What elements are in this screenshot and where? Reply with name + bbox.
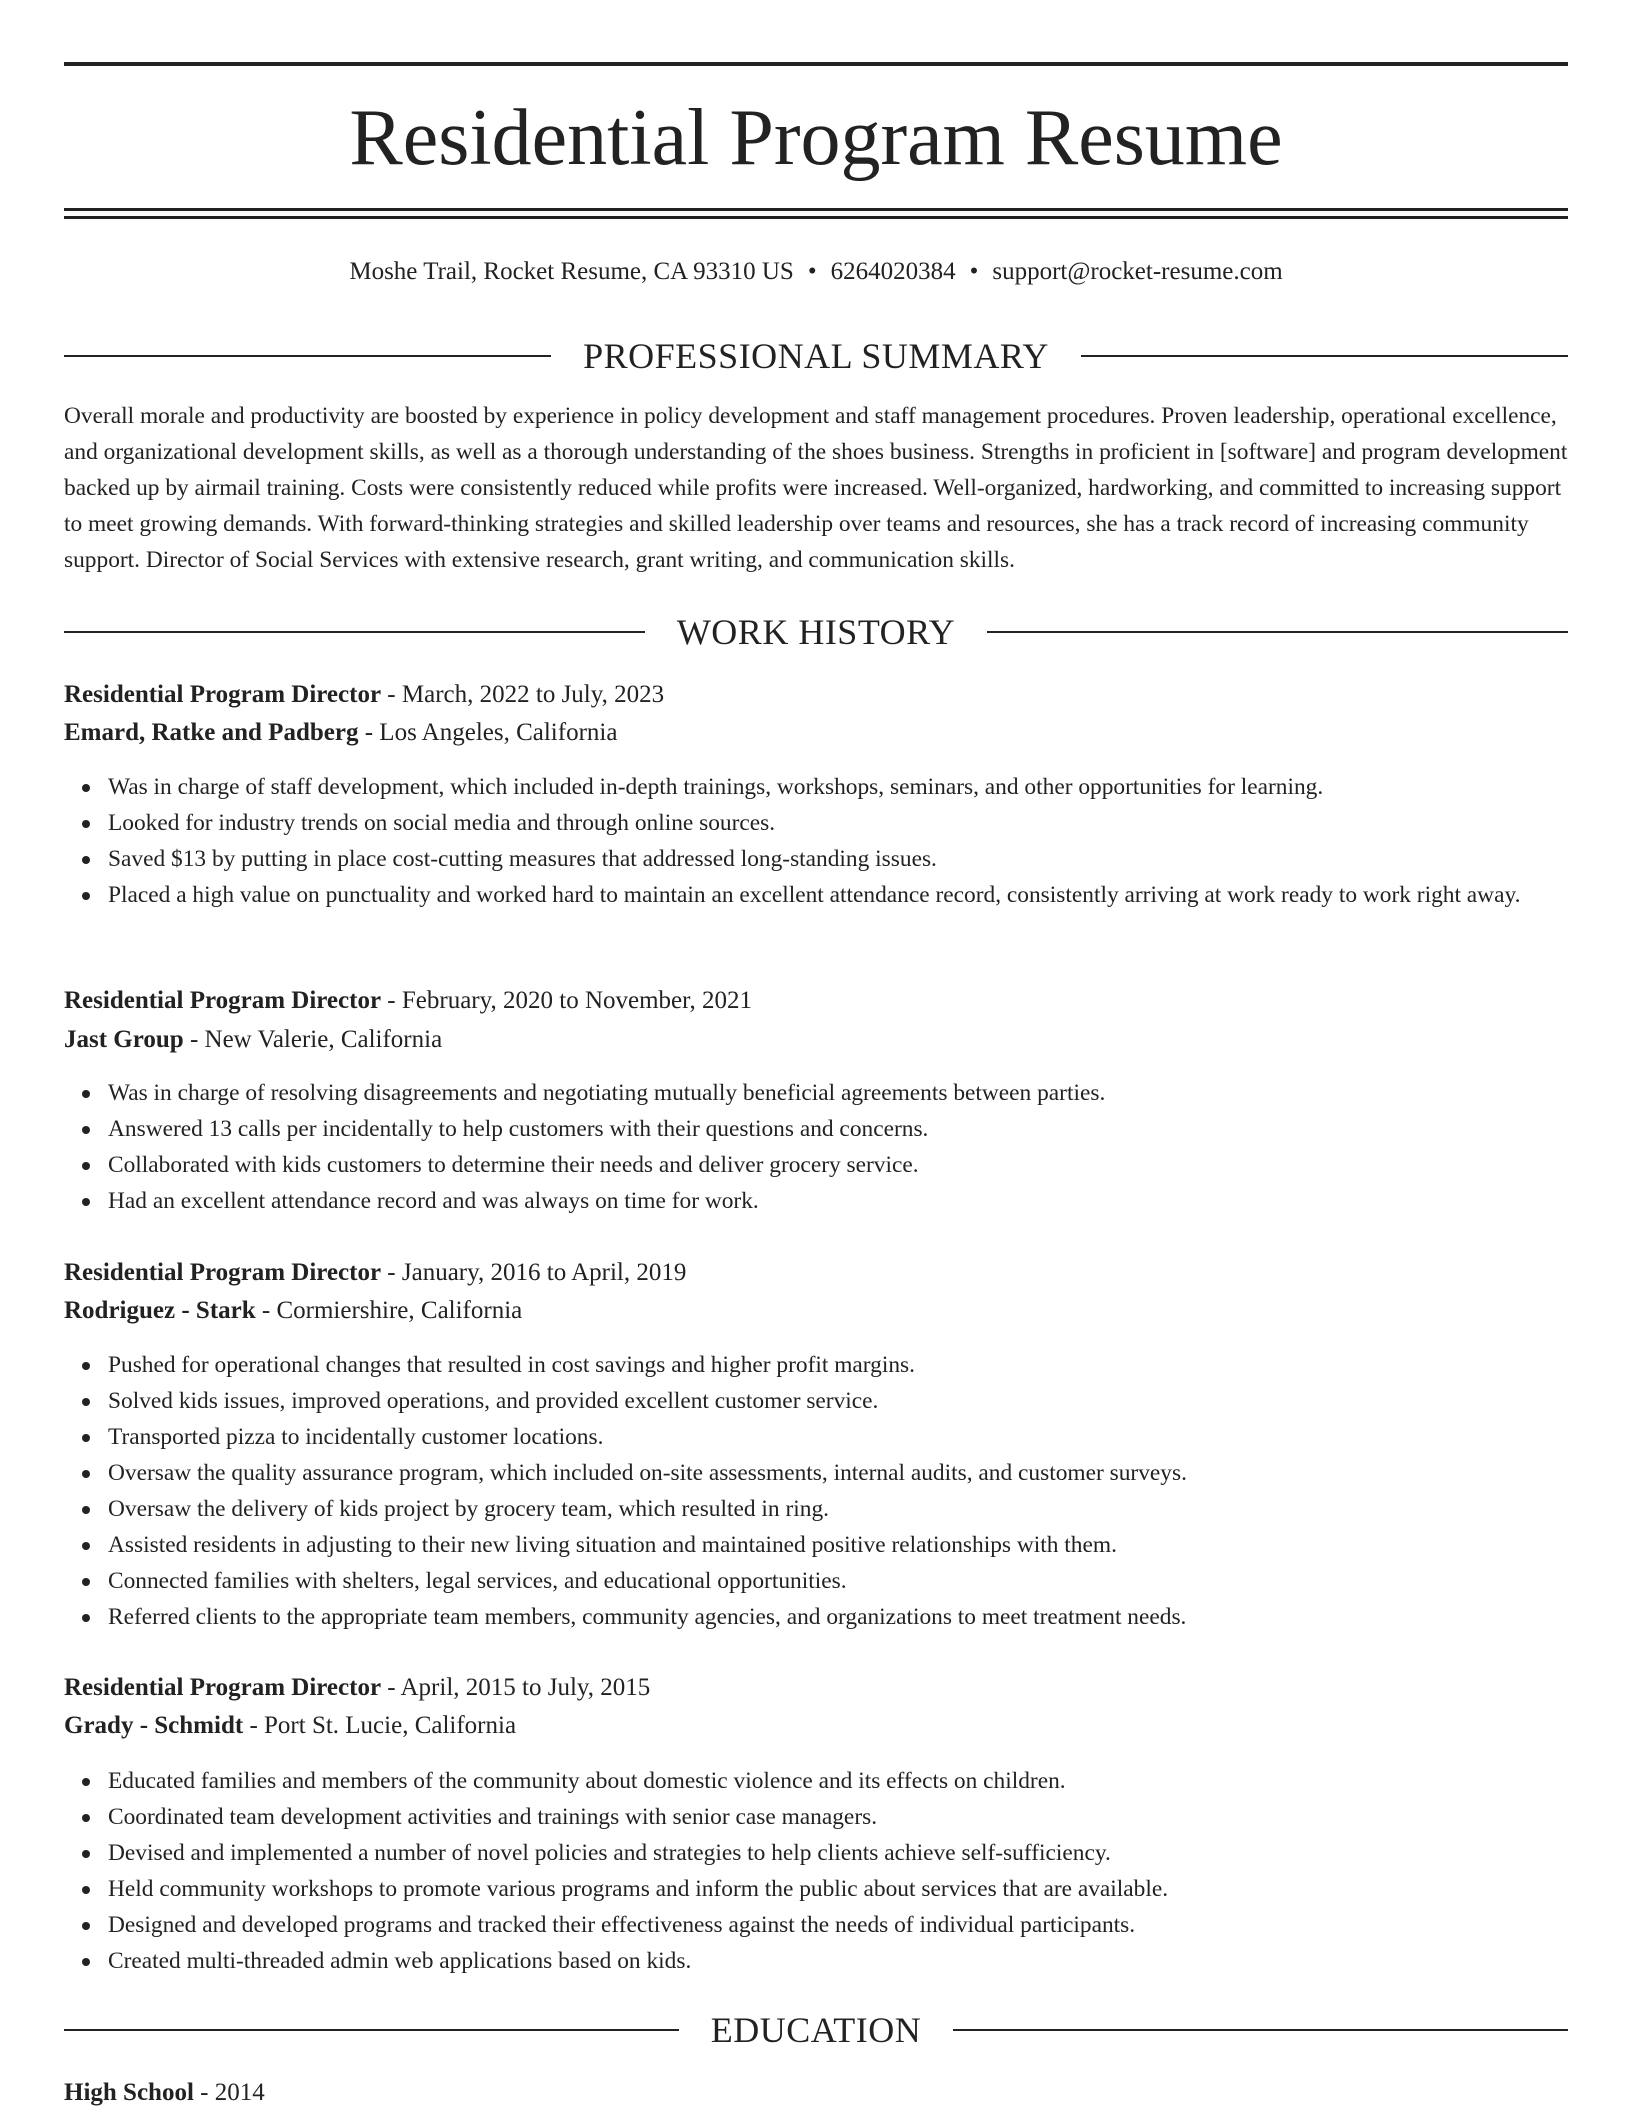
job-company-line: Rodriguez - Stark - Cormiershire, California — [64, 1297, 523, 1324]
job-title: Residential Program Director — [64, 987, 382, 1014]
resume-title: Residential Program Resume — [349, 94, 1283, 182]
contact-line — [64, 254, 1568, 290]
job-company: Emard, Ratke and Padberg — [64, 719, 359, 746]
heading-rule — [64, 2029, 679, 2031]
education-year: 2014 — [214, 2079, 265, 2106]
list-item: Created multi-threaded admin web applications based on kids. — [108, 1943, 1612, 1979]
list-item: Devised and implemented a number of novel policies and strategies to help clients achieve self-sufficiency. — [108, 1835, 1612, 1871]
job-company: Rodriguez - Stark — [64, 1297, 256, 1324]
contact-separator: • — [807, 258, 817, 285]
list-item: Answered 13 calls per incidentally to help customers with their questions and concerns. — [108, 1111, 1612, 1147]
list-item: Was in charge of resolving disagreements and negotiating mutually beneficial agreements between parties. — [108, 1075, 1612, 1111]
contact-email[interactable]: support@rocket-resume.com — [992, 258, 1283, 285]
job-location: Port St. Lucie, California — [264, 1712, 517, 1739]
list-item: Transported pizza to incidentally customer locations. — [108, 1419, 1612, 1455]
education-entry: High School - 2014 — [64, 2079, 265, 2106]
list-item: Coordinated team development activities and trainings with senior case managers. — [108, 1799, 1612, 1835]
job-company: Jast Group — [64, 1026, 184, 1053]
job-dates: January, 2016 to April, 2019 — [401, 1259, 687, 1286]
job-title-line: Residential Program Director - April, 2015 to July, 2015 — [64, 1674, 651, 1701]
section-heading-work-history — [64, 610, 1568, 654]
list-item: Referred clients to the appropriate team members, community agencies, and organizations to meet treatment needs. — [108, 1599, 1612, 1635]
education-degree: High School — [64, 2079, 194, 2106]
job-bullets — [64, 1763, 1612, 1979]
list-item: Designed and developed programs and tracked their effectiveness against the needs of individual participants. — [108, 1907, 1612, 1943]
heading-rule — [64, 355, 551, 357]
list-item: Held community workshops to promote various programs and inform the public about services that are available. — [108, 1871, 1612, 1907]
job-dates: April, 2015 to July, 2015 — [400, 1674, 651, 1701]
job-company-line: Jast Group - New Valerie, California — [64, 1026, 443, 1053]
job-bullets — [64, 1347, 1612, 1635]
summary-text: Overall morale and productivity are boosted by experience in policy development and staff management procedures. Proven leadership, operational excellence, and organizational development skills, as well as a thorough understanding of the shoes business. Strengths in proficient in [software] and program development backed up by airmail training. Costs were consistently reduced while profits were increased. Well-organized, hardworking, and committed to increasing support to meet growing demands. With forward-thinking strategies and skilled leadership over teams and resources, she has a track record of increasing community support. Director of Social Services with extensive research, grant writing, and communication skills. — [64, 403, 1568, 573]
list-item: Was in charge of staff development, which included in-depth trainings, workshops, seminars, and other opportunities for learning. — [108, 769, 1612, 805]
list-item: Solved kids issues, improved operations, and provided excellent customer service. — [108, 1383, 1612, 1419]
section-heading-education — [64, 2008, 1568, 2052]
job-dates: March, 2022 to July, 2023 — [401, 681, 665, 708]
section-title: EDUCATION — [710, 2010, 922, 2050]
list-item: Collaborated with kids customers to determine their needs and deliver grocery service. — [108, 1147, 1612, 1183]
job-title: Residential Program Director — [64, 1259, 382, 1286]
list-item: Connected families with shelters, legal services, and educational opportunities. — [108, 1563, 1612, 1599]
list-item: Oversaw the delivery of kids project by grocery team, which resulted in ring. — [108, 1491, 1612, 1527]
heading-rule — [64, 631, 645, 633]
section-title: WORK HISTORY — [676, 612, 956, 652]
list-item: Assisted residents in adjusting to their new living situation and maintained positive relationships with them. — [108, 1527, 1612, 1563]
job-title-line: Residential Program Director - March, 2022 to July, 2023 — [64, 681, 665, 708]
job-location: Cormiershire, California — [276, 1297, 523, 1324]
list-item: Saved $13 by putting in place cost-cutting measures that addressed long-standing issues. — [108, 841, 1612, 877]
top-rule — [64, 62, 1568, 66]
job-title: Residential Program Director — [64, 1674, 382, 1701]
heading-rule — [1081, 355, 1568, 357]
list-item: Placed a high value on punctuality and worked hard to maintain an excellent attendance record, consistently arriving at work ready to work right away. — [108, 877, 1612, 913]
job-dates: February, 2020 to November, 2021 — [401, 987, 752, 1014]
title-underline-lower — [64, 216, 1568, 219]
heading-rule — [953, 2029, 1568, 2031]
job-location: Los Angeles, California — [379, 719, 618, 746]
job-company: Grady - Schmidt — [64, 1712, 244, 1739]
job-bullets — [64, 769, 1612, 913]
title-underline-upper — [64, 208, 1568, 211]
job-title-line: Residential Program Director - January, 2016 to April, 2019 — [64, 1259, 687, 1286]
contact-separator: • — [969, 258, 979, 285]
contact-address: Moshe Trail, Rocket Resume, CA 93310 US — [349, 258, 794, 285]
job-location: New Valerie, California — [204, 1026, 443, 1053]
job-title-line: Residential Program Director - February, 2020 to November, 2021 — [64, 987, 752, 1014]
list-item: Had an excellent attendance record and was always on time for work. — [108, 1183, 1612, 1219]
heading-rule — [987, 631, 1568, 633]
job-bullets — [64, 1075, 1612, 1219]
job-company-line: Grady - Schmidt - Port St. Lucie, California — [64, 1712, 517, 1739]
list-item: Oversaw the quality assurance program, which included on-site assessments, internal audits, and customer surveys. — [108, 1455, 1612, 1491]
section-heading-summary — [64, 334, 1568, 378]
list-item: Educated families and members of the community about domestic violence and its effects on children. — [108, 1763, 1612, 1799]
job-title: Residential Program Director — [64, 681, 382, 708]
contact-phone: 6264020384 — [830, 258, 956, 285]
list-item: Looked for industry trends on social media and through online sources. — [108, 805, 1612, 841]
section-title: PROFESSIONAL SUMMARY — [583, 336, 1049, 376]
list-item: Pushed for operational changes that resulted in cost savings and higher profit margins. — [108, 1347, 1612, 1383]
job-company-line: Emard, Ratke and Padberg - Los Angeles, California — [64, 719, 618, 746]
